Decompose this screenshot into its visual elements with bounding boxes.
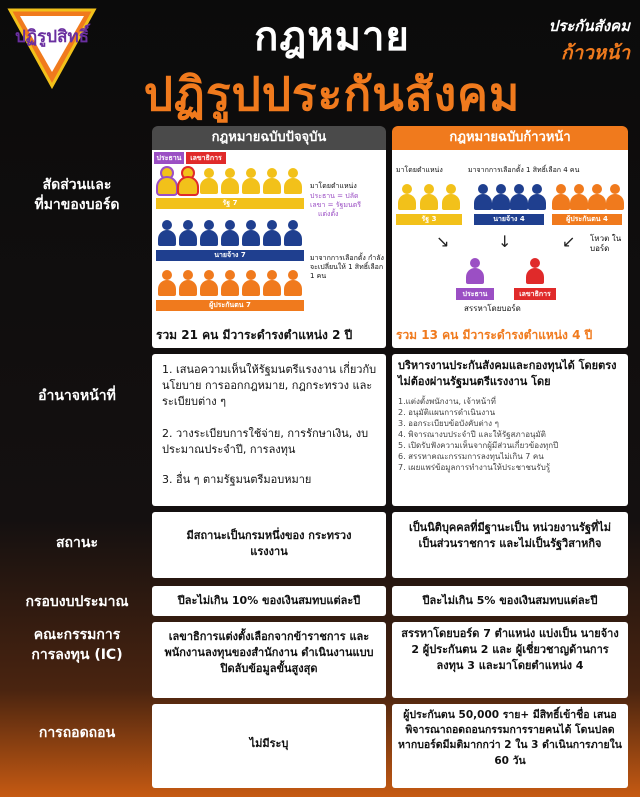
tagline-2: ก้าวหน้า xyxy=(560,42,630,64)
person-employer-icon xyxy=(474,184,492,210)
row-label-board: สัดส่วนและ ที่มาของบอร์ด xyxy=(34,177,120,213)
note-appointed: มาโดยตำแหน่ง xyxy=(310,182,357,190)
duty-forward-2: 2. อนุมัติแผนการดำเนินงาน xyxy=(398,408,496,418)
row-label-duties: อำนาจหน้าที่ xyxy=(38,388,116,404)
row-label-removal: การถอดถอน xyxy=(38,725,116,741)
person-secretary-icon xyxy=(526,258,544,284)
person-insured-icon xyxy=(158,270,176,296)
board-summary-current: รวม 21 คน มีวาระดำรงตำแหน่ง 2 ปี xyxy=(156,328,353,342)
duty-current-1: 1. เสนอความเห็นให้รัฐมนตรีแรงงาน เกี่ยวกับนโยบาย การออกกฎหมาย, กฎกระทรวง และระเบียบต่าง ๆ xyxy=(162,363,377,408)
person-chair-icon xyxy=(466,258,484,284)
logo-shield xyxy=(6,6,98,90)
status-current-cell xyxy=(152,512,386,578)
person-insured-icon xyxy=(242,270,260,296)
person-employer-icon xyxy=(510,184,528,210)
ic-current: เลขาธิการแต่งตั้งเลือกจากข้าราชการ และพนักงานลงทุนของสำนักงาน ดำเนินงานแบบปิดลับข้อมูลขั้นสูงสุด xyxy=(164,630,374,675)
duty-current-3: 3. อื่น ๆ ตามรัฐมนตรีมอบหมาย xyxy=(162,473,312,486)
board-summary-forward: รวม 13 คน มีวาระดำรงตำแหน่ง 4 ปี xyxy=(396,328,593,342)
duty-forward-4: 4. พิจารณางบประจำปี และให้รัฐสภาอนุมัติ xyxy=(398,430,546,440)
note-chair: ประธาน = ปลัด xyxy=(310,192,359,200)
title-line-1: กฎหมาย xyxy=(254,14,410,60)
gov-bar: รัฐ 7 xyxy=(156,198,304,209)
person-insured-icon xyxy=(606,184,624,210)
duty-forward-list xyxy=(398,396,626,473)
person-employer-icon xyxy=(284,220,302,246)
duty-forward-intro: บริหารงานประกันสังคมและกองทุนได้ โดยตรงไม่ต้องผ่านรัฐมนตรีแรงงาน โดย xyxy=(398,359,617,388)
row-label-status: สถานะ xyxy=(56,535,98,551)
row-label-budget: กรอบงบประมาณ xyxy=(25,594,129,610)
fwd-gov-bar: รัฐ 3 xyxy=(396,214,462,225)
note-elected: มาจากการเลือกตั้ง กำลังจะเปลี่ยนให้ 1 สิทธิ์เลือก 1 คน xyxy=(310,254,384,281)
fwd-employer-bar: นายจ้าง 4 xyxy=(474,214,544,225)
ic-forward: สรรหาโดยบอร์ด 7 ตำแหน่ง แบ่งเป็น นายจ้าง 2 ผู้ประกันตน 2 และ ผู้เชี่ยวชาญด้านการลงทุน 3 และมาโดยตำแหน่ง 4 xyxy=(401,627,619,672)
duty-forward-1: 1.แต่งตั้งพนักงาน, เจ้าหน้าที่ xyxy=(398,397,496,406)
column-header-current: กฎหมายฉบับปัจจุบัน xyxy=(152,126,386,150)
person-employer-icon xyxy=(528,184,546,210)
fwd-note-elected: มาจากการเลือกตั้ง 1 สิทธิ์เลือก 4 คน xyxy=(468,166,580,174)
person-gov-icon xyxy=(420,184,438,210)
budget-current: ปีละไม่เกิน 10% ของเงินสมทบแต่ละปี xyxy=(177,594,361,607)
person-insured-icon xyxy=(200,270,218,296)
person-insured-icon xyxy=(263,270,281,296)
person-employer-icon xyxy=(179,220,197,246)
person-employer-icon xyxy=(492,184,510,210)
title-line-2: ปฏิรูปประกันสังคม xyxy=(143,67,521,121)
person-gov-icon xyxy=(442,184,460,210)
status-forward-cell xyxy=(392,512,628,578)
person-gov-icon xyxy=(398,184,416,210)
person-employer-icon xyxy=(221,220,239,246)
fwd-chair-tag: ประธาน xyxy=(456,288,494,300)
tagline-1: ประกันสังคม xyxy=(548,17,630,35)
person-gov-icon xyxy=(242,168,260,194)
person-insured-icon xyxy=(588,184,606,210)
vote-note: โหวต ในบอร์ด xyxy=(590,234,622,254)
removal-current: ไม่มีระบุ xyxy=(249,737,289,750)
person-insured-icon xyxy=(221,270,239,296)
person-gov-icon xyxy=(263,168,281,194)
fwd-note-appointed: มาโดยตำแหน่ง xyxy=(396,166,443,174)
person-gov-icon xyxy=(221,168,239,194)
arrow-down-icon: ↓ xyxy=(498,232,512,251)
duty-forward-3: 3. ออกระเบียบข้อบังคับต่าง ๆ xyxy=(398,419,499,429)
fwd-insured-bar: ผู้ประกันตน 4 xyxy=(552,214,622,225)
recruit-note: สรรหาโดยบอร์ด xyxy=(464,304,521,313)
status-forward: เป็นนิติบุคคลที่มีฐานะเป็น หน่วยงานรัฐที่ไม่เป็นส่วนราชการ และไม่เป็นรัฐวิสาหกิจ xyxy=(408,521,612,550)
board-current-cell xyxy=(152,150,386,348)
person-insured-icon xyxy=(552,184,570,210)
duty-forward-6: 6. สรรหาคณะกรรมการลงทุนไม่เกิน 7 คน xyxy=(398,452,544,462)
person-gov-icon xyxy=(179,168,197,194)
note-appointee: แต่งตั้ง xyxy=(318,210,339,218)
column-header-forward: กฎหมายฉบับก้าวหน้า xyxy=(392,126,628,150)
person-insured-icon xyxy=(179,270,197,296)
budget-forward-cell xyxy=(392,586,628,616)
person-employer-icon xyxy=(200,220,218,246)
removal-forward-cell xyxy=(392,704,628,788)
budget-current-cell xyxy=(152,586,386,616)
insured-bar: ผู้ประกันตน 7 xyxy=(156,300,304,311)
secretary-tag: เลขาธิการ xyxy=(186,152,226,164)
ic-current-cell xyxy=(152,622,386,698)
status-current: มีสถานะเป็นกรมหนึ่งของ กระทรวงแรงงาน xyxy=(186,529,352,558)
person-insured-icon xyxy=(570,184,588,210)
person-gov-icon xyxy=(158,168,176,194)
note-secretary: เลขา = รัฐมนตรี xyxy=(310,201,362,209)
duties-forward-cell xyxy=(392,354,628,506)
duty-forward-7: 7. เผยแพร่ข้อมูลการทำงานให้ประชาชนรับรู้ xyxy=(398,463,551,473)
person-gov-icon xyxy=(284,168,302,194)
duty-forward-5: 5. เปิดรับฟังความเห็นจากผู้มีส่วนเกี่ยวข้องทุกปี xyxy=(398,441,559,451)
person-employer-icon xyxy=(158,220,176,246)
removal-current-cell xyxy=(152,704,386,788)
ic-forward-cell xyxy=(392,622,628,698)
row-label-ic: คณะกรรมการ การลงทุน (IC) xyxy=(31,627,123,663)
budget-forward: ปีละไม่เกิน 5% ของเงินสมทบแต่ละปี xyxy=(422,594,598,607)
logo-text: ปฏิรูปสิทธิ์ xyxy=(14,27,90,47)
person-employer-icon xyxy=(242,220,260,246)
removal-forward: ผู้ประกันตน 50,000 ราย+ มีสิทธิ์เข้าชื่อ เสนอพิจารณาถอดถอนกรรมการรายคนได้ โดนปลดหากบอร์ดมีมติมากกว่า 2 ใน 3 ดำเนินการภายใน 60 วัน xyxy=(398,709,622,767)
person-gov-icon xyxy=(200,168,218,194)
board-forward-cell xyxy=(392,150,628,348)
chair-tag: ประธาน xyxy=(154,152,184,164)
person-employer-icon xyxy=(263,220,281,246)
arrow-down-right-icon: ↘ xyxy=(436,232,450,251)
duty-current-2: 2. วางระเบียบการใช้จ่าย, การรักษาเงิน, งบประมาณประจำปี, การลงทุน xyxy=(162,427,369,456)
arrow-down-left-icon: ↙ xyxy=(562,232,576,251)
tagline xyxy=(490,14,630,68)
employer-bar: นายจ้าง 7 xyxy=(156,250,304,261)
duties-current-cell xyxy=(152,354,386,506)
fwd-secretary-tag: เลขาธิการ xyxy=(514,288,556,300)
person-insured-icon xyxy=(284,270,302,296)
